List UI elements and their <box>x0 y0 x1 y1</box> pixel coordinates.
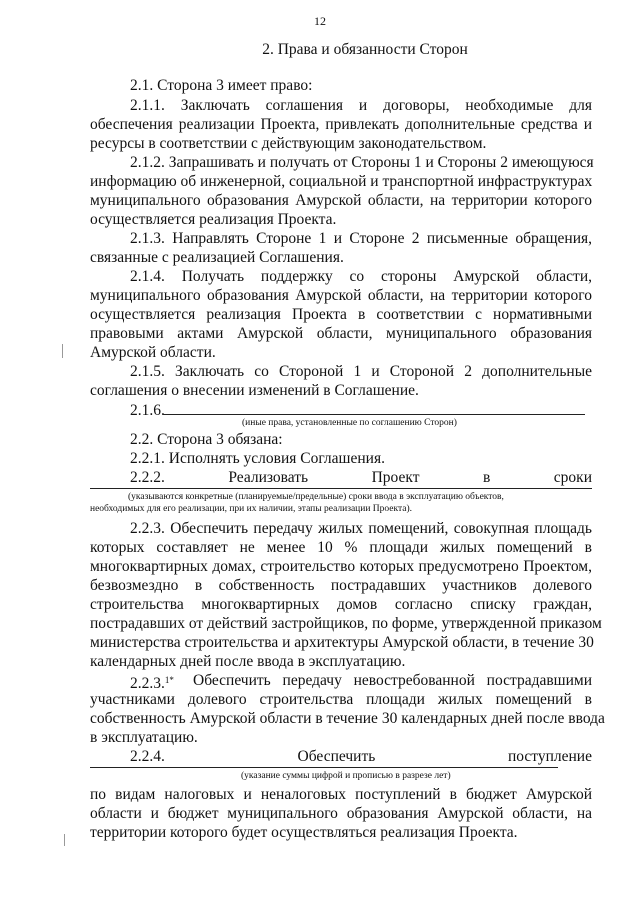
footnote-caption: (указываются конкретные (планируемые/предельные) сроки ввода в эксплуатацию объектов, <box>128 492 504 502</box>
text-line: 2.1.4. Получать поддержку со стороны Амурской области, <box>130 268 592 285</box>
text-line: территории которого будет осуществляться реализация Проекта. <box>90 824 518 841</box>
footnote-caption: (иные права, установленные по соглашению Сторон) <box>242 418 457 428</box>
text-line: Обеспечить передачу невостребованной пострадавшими <box>193 672 592 689</box>
text-line: Амурской области. <box>90 344 216 361</box>
fill-in-line <box>90 767 558 768</box>
section-title: 2. Права и обязанности Сторон <box>262 41 468 58</box>
text-line: 2.2.4. Обеспечить поступление <box>130 748 592 765</box>
scan-artifact <box>64 834 65 846</box>
text-line: 2.2. Сторона 3 обязана: <box>130 431 283 448</box>
fill-in-line <box>163 414 585 415</box>
text-line: пострадавших от действий застройщиков, по форме, утвержденной приказом <box>90 615 602 632</box>
text-line: муниципального образования Амурской области, на территории которого <box>90 287 592 304</box>
text-line: безвозмездно в собственность пострадавших участников долевого <box>90 577 592 594</box>
text-line: связанные с реализацией Соглашения. <box>90 249 344 266</box>
text-line: 2.1.6. <box>130 402 165 419</box>
fill-in-line <box>90 488 592 489</box>
item-number: 2.2.3.$^{1*}$ <box>130 675 174 692</box>
text-line: 2.2.2. Реализовать Проект в сроки <box>130 469 592 486</box>
text-line: правовыми актами Амурской области, муниципального образования <box>90 325 592 342</box>
text-line: обеспечения реализации Проекта, привлекать дополнительные средства и <box>90 116 592 133</box>
footnote-marker: 1* <box>164 675 174 685</box>
text-line: 2.1.3. Направлять Стороне 1 и Стороне 2 письменные обращения, <box>130 230 592 247</box>
text-line: 2.1.1. Заключать соглашения и договоры, необходимые для <box>130 97 592 114</box>
text-line: 2.1. Сторона 3 имеет право: <box>130 77 313 94</box>
text-line: календарных дней после ввода в эксплуатацию. <box>90 653 406 670</box>
text-line: министерства строительства и архитектуры Амурской области, в течение 30 <box>90 634 594 651</box>
text-line: осуществляется реализация Проекта в соответствии с нормативными <box>90 306 592 323</box>
text-line: области и бюджет муниципального образования Амурской области, на <box>90 805 592 822</box>
text-line: которых составляет не менее 10 % площади жилых помещений в <box>90 539 592 556</box>
footnote-caption: (указание суммы цифрой и прописью в разрезе лет) <box>241 771 451 781</box>
text-line: 2.1.5. Заключать со Стороной 1 и Стороной 2 дополнительные <box>130 363 592 380</box>
text-line: ресурсы в соответствии с действующим законодательством. <box>90 135 487 152</box>
text-line: соглашения о внесении изменений в Соглашение. <box>90 382 419 399</box>
text-line: 2.1.2. Запрашивать и получать от Стороны 1 и Стороны 2 имеющуюся <box>130 154 594 171</box>
footnote-caption: необходимых для его реализации, при их наличии, этапы реализации Проекта). <box>90 504 413 514</box>
text-line: строительства многоквартирных домов согласно списку граждан, <box>90 596 592 613</box>
text-line: 2.2.3. Обеспечить передачу жилых помещений, совокупная площадь <box>130 520 592 537</box>
scan-artifact <box>62 344 63 358</box>
page-number: 12 <box>314 14 326 28</box>
text-line: участниками долевого строительства площади жилых помещений в <box>90 691 592 708</box>
text-line: осуществляется реализация Проекта. <box>90 211 337 228</box>
text-line: в эксплуатацию. <box>90 729 198 746</box>
text-line: информацию об инженерной, социальной и транспортной инфраструктурах <box>90 173 593 190</box>
text-line: собственность Амурской области в течение 30 календарных дней после ввода <box>90 710 605 727</box>
text-line: по видам налоговых и неналоговых поступлений в бюджет Амурской <box>90 786 592 803</box>
text-line: 2.2.1. Исполнять условия Соглашения. <box>130 450 385 467</box>
text-line: муниципального образования Амурской области, на территории которого <box>90 192 592 209</box>
text-line: многоквартирных домах, строительство которых предусмотрено Проектом, <box>90 558 592 575</box>
